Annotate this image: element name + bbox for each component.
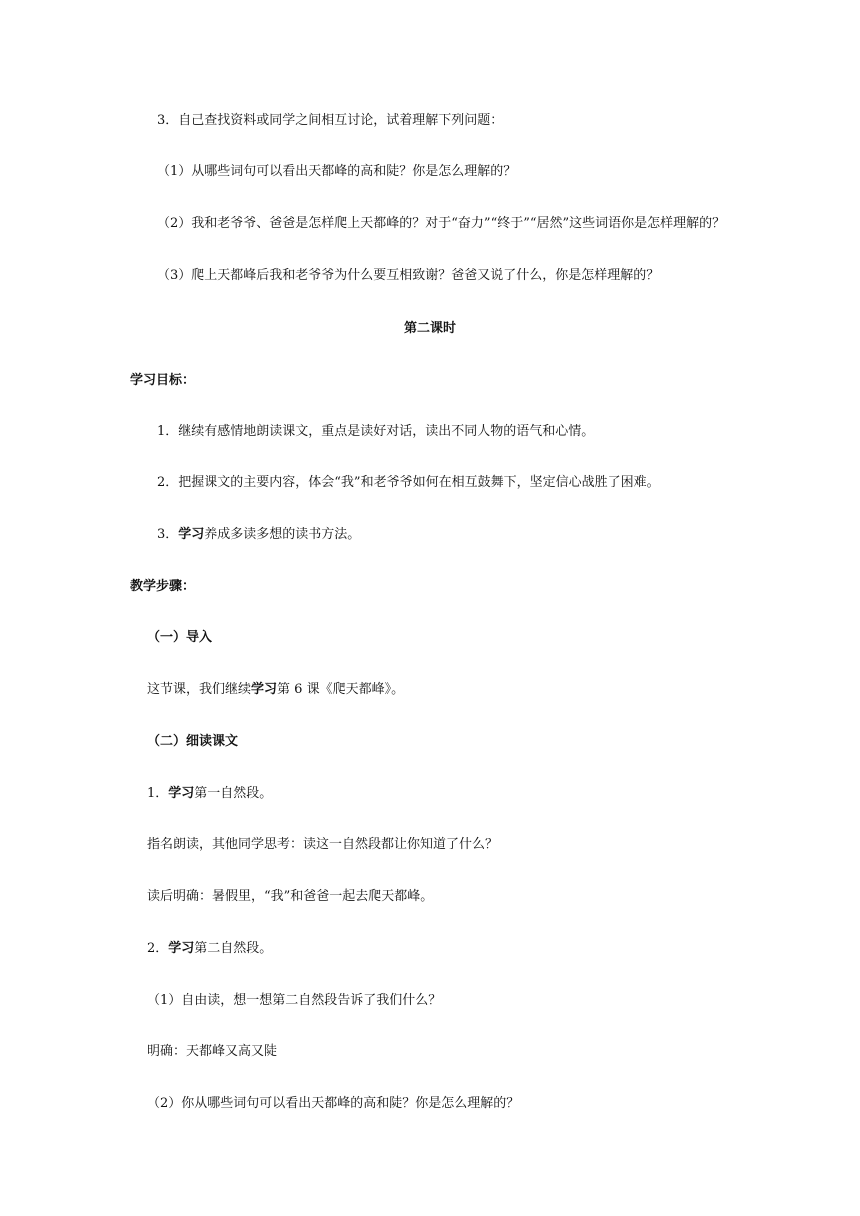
- lesson-title: 第二课时: [403, 321, 456, 336]
- objective-3-emphasis: 学习: [178, 527, 205, 542]
- step-2-question-1: （1）自由读，想一想第二自然段告诉了我们什么？: [147, 993, 442, 1008]
- objective-3: [157, 526, 360, 544]
- step-1-emphasis: 学习: [168, 786, 195, 801]
- task-item-3: 3．自己查找资料或同学之间相互讨论，试着理解下列问题：: [157, 113, 504, 128]
- part-2-title: （二）细读课文: [147, 734, 239, 749]
- objectives-heading: 学习目标：: [130, 373, 196, 388]
- step-2-title: [147, 940, 272, 958]
- part-1-emphasis: 学习: [251, 682, 278, 697]
- step-1-text: 第一自然段。: [194, 786, 273, 801]
- objective-3-text: 养成多读多想的读书方法。: [204, 527, 361, 542]
- step-1-number: 1．: [147, 786, 169, 801]
- objective-2: 2．把握课文的主要内容，体会“我”和老爷爷如何在相互鼓舞下，坚定信心战胜了困难。: [157, 475, 660, 490]
- step-2-answer: 明确：天都峰又高又陡: [147, 1044, 278, 1059]
- objective-1: 1．继续有感情地朗读课文，重点是读好对话，读出不同人物的语气和心情。: [157, 424, 595, 439]
- step-1-reading: 指名朗读，其他同学思考：读这一自然段都让你知道了什么？: [147, 837, 499, 852]
- question-1: （1）从哪些词句可以看出天都峰的高和陡？你是怎么理解的？: [157, 164, 517, 179]
- part-1-text-a: 这节课，我们继续: [147, 682, 252, 697]
- steps-heading: 教学步骤：: [130, 579, 196, 594]
- step-1-answer: 读后明确：暑假里，“我”和爸爸一起去爬天都峰。: [147, 889, 434, 904]
- step-2-emphasis: 学习: [168, 941, 195, 956]
- part-1-title: （一）导入: [147, 630, 213, 645]
- question-2: （2）我和老爷爷、爸爸是怎样爬上天都峰的？对于“奋力”“终于”“居然”这些词语你是怎样理解的？: [157, 216, 726, 231]
- step-1-title: [147, 785, 272, 803]
- part-1-text: [147, 681, 404, 699]
- step-2-question-2: （2）你从哪些词句可以看出天都峰的高和陡？你是怎么理解的？: [147, 1096, 520, 1111]
- part-1-text-b: 第 6 课《爬天都峰》。: [277, 682, 405, 697]
- objective-3-number: 3．: [157, 527, 179, 542]
- question-3: （3）爬上天都峰后我和老爷爷为什么要互相致谢？爸爸又说了什么，你是怎样理解的？: [157, 268, 660, 283]
- step-2-text: 第二自然段。: [194, 941, 273, 956]
- step-2-number: 2．: [147, 941, 169, 956]
